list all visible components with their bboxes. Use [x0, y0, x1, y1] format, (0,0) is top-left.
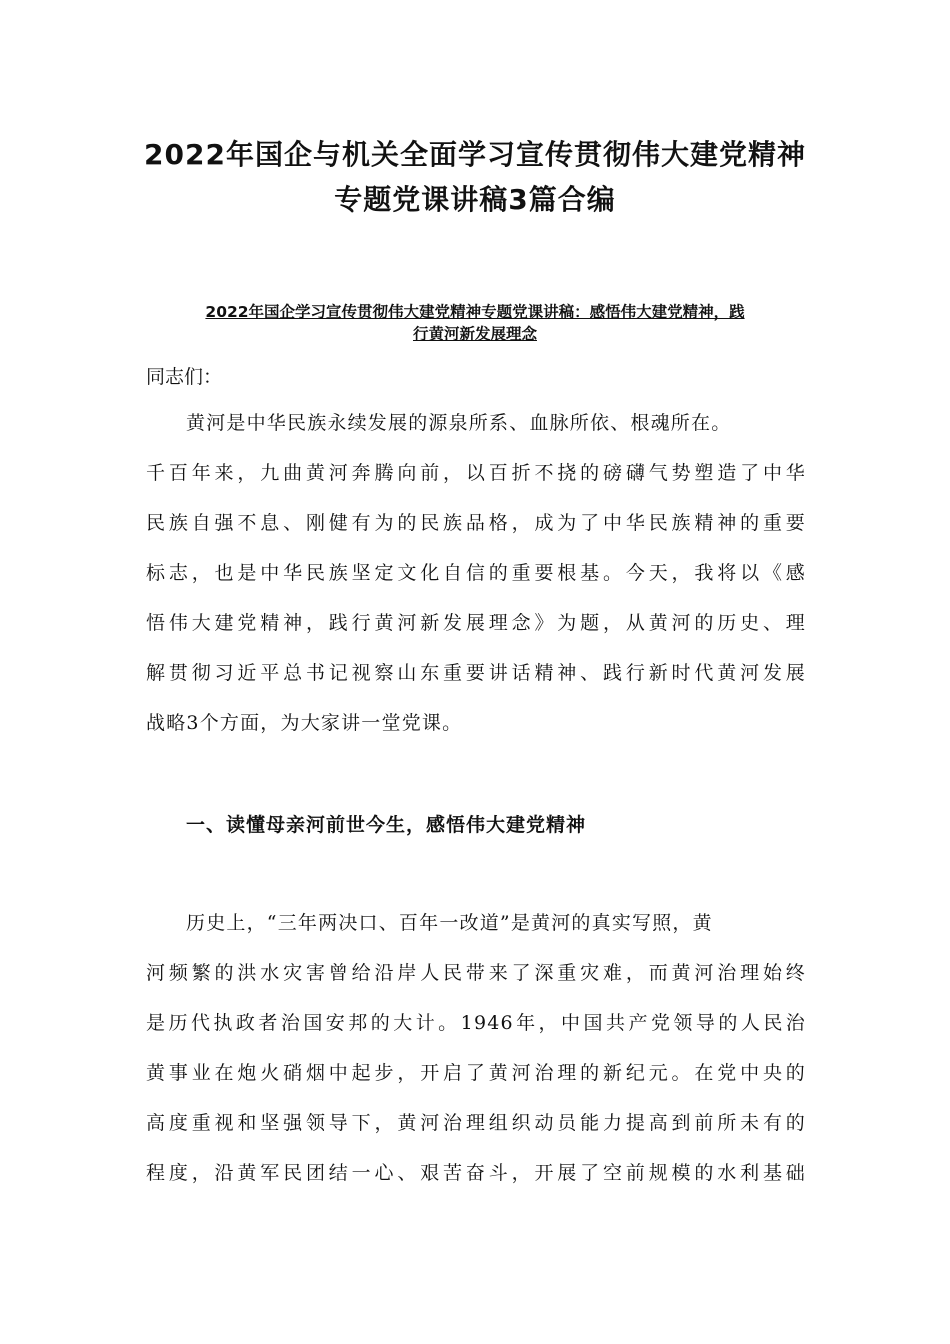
paragraph-2-line-5: 高度重视和坚强领导下，黄河治理组织动员能力提高到前所未有的: [146, 1112, 806, 1134]
salutation: 同志们：: [146, 366, 223, 388]
paragraph-2-line-4: 黄事业在炮火硝烟中起步，开启了黄河治理的新纪元。在党中央的: [146, 1062, 806, 1084]
paragraph-1-line-3: 民族自强不息、刚健有为的民族品格，成为了中华民族精神的重要: [146, 512, 806, 534]
paragraph-2-line-6: 程度，沿黄军民团结一心、艰苦奋斗，开展了空前规模的水利基础: [146, 1162, 806, 1184]
paragraph-2-line-2: 河频繁的洪水灾害曾给沿岸人民带来了深重灾难，而黄河治理始终: [146, 962, 806, 984]
paragraph-1-line-5: 悟伟大建党精神，践行黄河新发展理念》为题，从黄河的历史、理: [146, 612, 806, 634]
document-title-line-2: 专题党课讲稿3篇合编: [334, 183, 616, 216]
paragraph-1-line-7: 战略3个方面，为大家讲一堂党课。: [146, 712, 463, 734]
paragraph-2-line-3: 是历代执政者治国安邦的大计。1946年，中国共产党领导的人民治: [146, 1012, 806, 1034]
paragraph-2-line-1: 历史上，“三年两决口、百年一改道”是黄河的真实写照，黄: [186, 912, 713, 934]
paragraph-1-line-1: 黄河是中华民族永续发展的源泉所系、血脉所依、根魂所在。: [186, 412, 732, 434]
paragraph-1-line-2: 千百年来，九曲黄河奔腾向前，以百折不挠的磅礴气势塑造了中华: [146, 462, 806, 484]
speech-subtitle-line-2: 行黄河新发展理念: [412, 325, 537, 343]
section-1-heading: 一、读懂母亲河前世今生，感悟伟大建党精神: [186, 814, 587, 836]
paragraph-1-line-4: 标志，也是中华民族坚定文化自信的重要根基。今天，我将以《感: [146, 562, 806, 584]
paragraph-1-line-6: 解贯彻习近平总书记视察山东重要讲话精神、践行新时代黄河发展: [146, 662, 806, 684]
document-title-line-1: 2022年国企与机关全面学习宣传贯彻伟大建党精神: [144, 138, 806, 171]
speech-subtitle-line-1: 2022年国企学习宣传贯彻伟大建党精神专题党课讲稿：感悟伟大建党精神，践: [205, 303, 745, 321]
